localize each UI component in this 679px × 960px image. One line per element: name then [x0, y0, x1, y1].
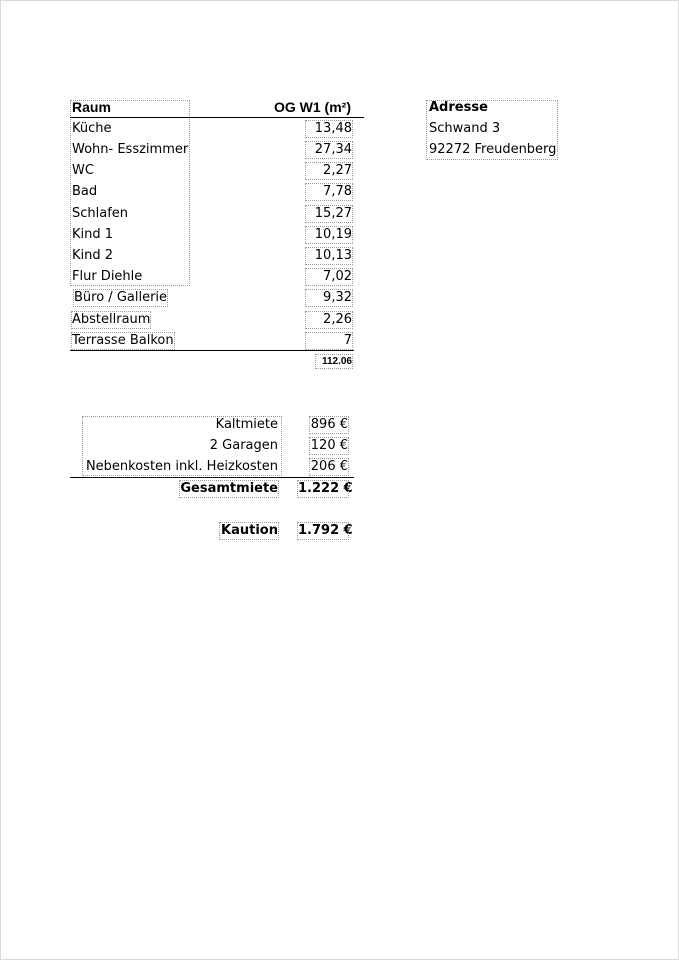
- room-name: Kind 2: [72, 248, 114, 263]
- room-area: 13,48: [306, 121, 352, 137]
- room-area: 10,19: [306, 227, 352, 243]
- room-area: 2,26: [306, 312, 352, 328]
- room-name: Wohn- Esszimmer: [72, 142, 189, 157]
- room-name: Abstellraum: [72, 312, 151, 327]
- cost-value: 120 €: [310, 438, 348, 453]
- cost-value: 896 €: [310, 417, 348, 432]
- header-underline: [70, 117, 364, 118]
- room-name: WC: [72, 163, 94, 178]
- room-name: Bad: [72, 184, 98, 199]
- area-column-header: OG W1 (m²): [274, 99, 351, 115]
- room-name: Büro / Gallerie: [74, 290, 168, 305]
- cost-label: Kaltmiete: [215, 417, 278, 432]
- room-area: 2,27: [306, 163, 352, 179]
- area-total: 112.06: [316, 355, 352, 368]
- cost-label: 2 Garagen: [209, 438, 278, 453]
- room-area: 7: [306, 333, 352, 349]
- room-area: 9,32: [306, 290, 352, 306]
- total-line: [70, 350, 354, 351]
- room-area: 15,27: [306, 206, 352, 222]
- deposit-label: Kaution: [221, 523, 278, 538]
- room-name: Flur Diehle: [72, 269, 143, 284]
- room-name: Kind 1: [72, 227, 114, 242]
- room-name: Terrasse Balkon: [72, 333, 174, 348]
- room-area: 7,78: [306, 184, 352, 200]
- room-name: Schlafen: [72, 206, 129, 221]
- room-name: Küche: [72, 121, 112, 136]
- room-area: 7,02: [306, 269, 352, 285]
- deposit-value: 1.792 €: [298, 523, 353, 538]
- cost-total-line: [70, 477, 354, 478]
- room-area: 10,13: [306, 248, 352, 264]
- room-area: 27,34: [306, 142, 352, 158]
- cost-value: 206 €: [310, 459, 348, 474]
- cost-label: Nebenkosten inkl. Heizkosten: [85, 459, 278, 474]
- address-label: Adresse: [429, 100, 488, 115]
- total-rent-value: 1.222 €: [298, 481, 353, 496]
- address-city: 92272 Freudenberg: [429, 142, 557, 157]
- total-rent-label: Gesamtmiete: [180, 481, 278, 496]
- room-column-header: Raum: [72, 99, 111, 115]
- address-street: Schwand 3: [429, 121, 501, 136]
